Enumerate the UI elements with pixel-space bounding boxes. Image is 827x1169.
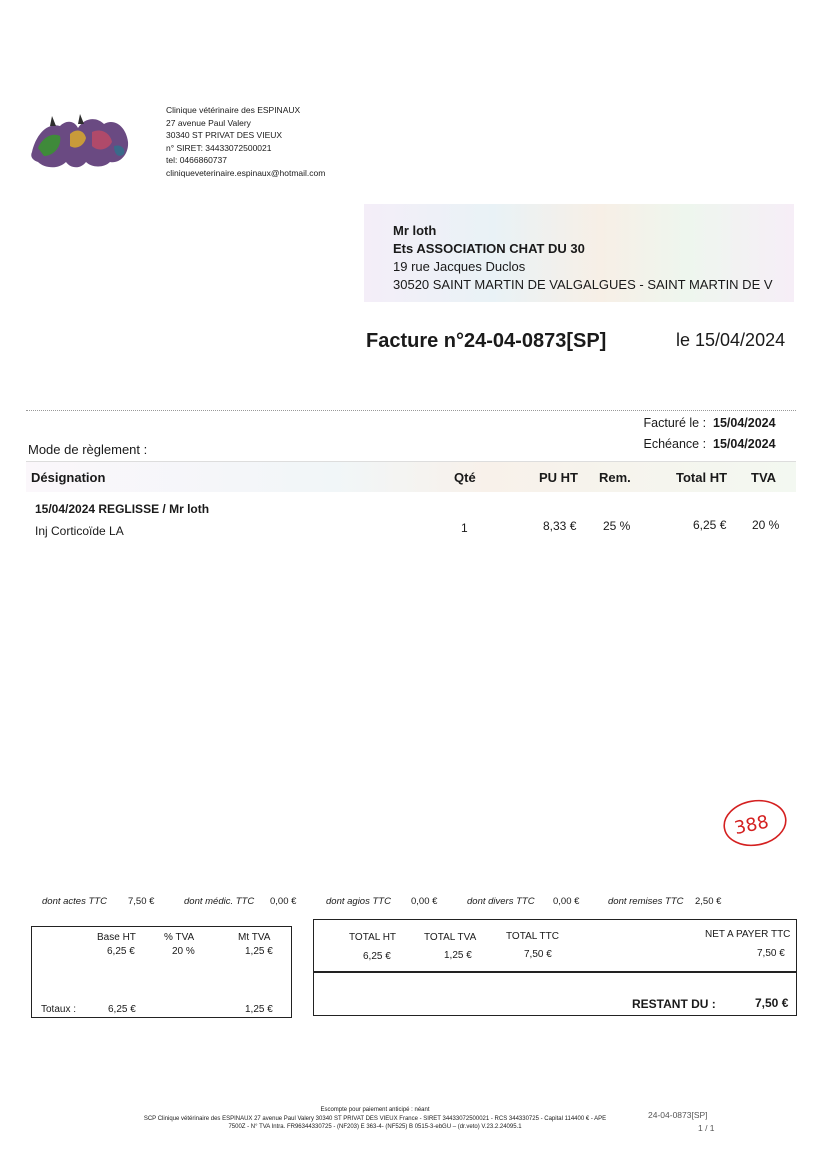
net-label: NET A PAYER TTC	[705, 929, 791, 940]
client-address	[393, 222, 773, 294]
clinic-name: Clinique vétérinaire des ESPINAUX	[166, 105, 301, 115]
col-pu-ht: PU HT	[539, 470, 578, 485]
row-total-ht: 6,25 €	[693, 518, 727, 532]
row-qty: 1	[461, 521, 468, 535]
clinic-logo	[30, 112, 130, 172]
facture-le-label: Facturé le :	[643, 416, 707, 430]
total-tva-value: 1,25 €	[444, 950, 472, 961]
footer-legal-2: 7500Z - N° TVA Intra. FR96344330725 - (NF203) E 363-4- (NF525) B 0515-3-ebGU – (dr.veto) V.23.2.24095.1	[228, 1124, 522, 1130]
col-rem: Rem.	[599, 470, 631, 485]
clinic-siret: n° SIRET: 34433072500021	[166, 142, 272, 153]
client-city: 30520 SAINT MARTIN DE VALGALGUES - SAINT MARTIN DE V	[393, 277, 773, 292]
stamp-circle	[722, 798, 788, 848]
remises-value: 2,50 €	[695, 896, 722, 907]
remises-label: dont remises TTC	[608, 896, 684, 907]
clinic-city: 30340 ST PRIVAT DES VIEUX	[166, 130, 283, 140]
total-tva-label: TOTAL TVA	[424, 932, 477, 943]
row-pu-ht: 8,33 €	[543, 519, 577, 533]
agios-label: dont agios TTC	[326, 896, 391, 907]
actes-value: 7,50 €	[128, 896, 155, 907]
totaux-tva: 1,25 €	[245, 1004, 273, 1015]
invoice-date: le 15/04/2024	[676, 330, 786, 350]
total-ttc-value: 7,50 €	[524, 949, 552, 960]
clinic-tel: tel: 0466860737	[166, 155, 227, 165]
client-street: 19 rue Jacques Duclos	[393, 259, 526, 274]
vat-pct-label: % TVA	[164, 932, 195, 943]
footer-legal-1: SCP Clinique vétérinaire des ESPINAUX 27 avenue Paul Valery 30340 ST PRIVAT DES VIEUX France - SIRET 34433072500021 - RCS 344330725 - Capital 114400 € - APE	[143, 1115, 607, 1122]
agios-value: 0,00 €	[411, 896, 438, 907]
col-designation: Désignation	[31, 470, 106, 485]
footer-escompte: Escompte pour paiement anticipé : néant	[320, 1107, 430, 1113]
handwritten-stamp	[722, 798, 788, 848]
totaux-label: Totaux :	[41, 1004, 77, 1015]
col-tva: TVA	[751, 470, 777, 485]
col-total-ht: Total HT	[676, 470, 728, 485]
clinic-address: 27 avenue Paul Valery	[166, 117, 251, 128]
clinic-email: cliniqueveterinaire.espinaux@hotmail.com	[166, 167, 326, 178]
row-tva: 20 %	[752, 518, 780, 532]
vat-base-label: Base HT	[97, 932, 136, 943]
footer-text	[100, 1106, 650, 1132]
stamp-text: 388	[732, 811, 771, 840]
total-ttc-label: TOTAL TTC	[506, 931, 559, 942]
invoice-title: Facture n°24-04-0873[SP]	[366, 330, 607, 352]
row-designation: Inj Corticoïde LA	[35, 524, 124, 538]
divers-value: 0,00 €	[553, 896, 580, 907]
client-company: Ets ASSOCIATION CHAT DU 30	[393, 241, 585, 256]
divider	[26, 410, 796, 411]
vat-mt-label: Mt TVA	[238, 932, 271, 943]
vat-pct-value: 20 %	[172, 946, 195, 957]
col-qty: Qté	[454, 470, 476, 485]
total-ht-label: TOTAL HT	[349, 932, 397, 943]
vat-base-value: 6,25 €	[107, 946, 135, 957]
net-value: 7,50 €	[757, 948, 785, 959]
group-title: 15/04/2024 REGLISSE / Mr loth	[35, 502, 210, 516]
totals-box	[313, 919, 797, 972]
total-ht-value: 6,25 €	[363, 951, 391, 962]
restant-box	[313, 972, 797, 1016]
medic-label: dont médic. TTC	[184, 896, 255, 907]
restant-value: 7,50 €	[755, 996, 789, 1010]
totaux-base: 6,25 €	[108, 1004, 136, 1015]
row-rem: 25 %	[603, 519, 631, 533]
client-name: Mr loth	[393, 223, 437, 238]
footer-ref: 24-04-0873[SP]	[648, 1110, 708, 1120]
footer-page: 1 / 1	[698, 1123, 715, 1133]
facture-le-value: 15/04/2024	[713, 416, 776, 430]
restant-label: RESTANT DU :	[632, 997, 716, 1011]
echeance-value: 15/04/2024	[713, 437, 776, 451]
vat-mt-value: 1,25 €	[245, 946, 273, 957]
invoice-dates	[644, 413, 788, 455]
clinic-info	[166, 104, 325, 179]
medic-value: 0,00 €	[270, 896, 297, 907]
echeance-label: Echéance :	[643, 437, 707, 451]
actes-label: dont actes TTC	[42, 896, 107, 907]
divers-label: dont divers TTC	[467, 896, 535, 907]
payment-mode: Mode de règlement :	[28, 442, 148, 457]
